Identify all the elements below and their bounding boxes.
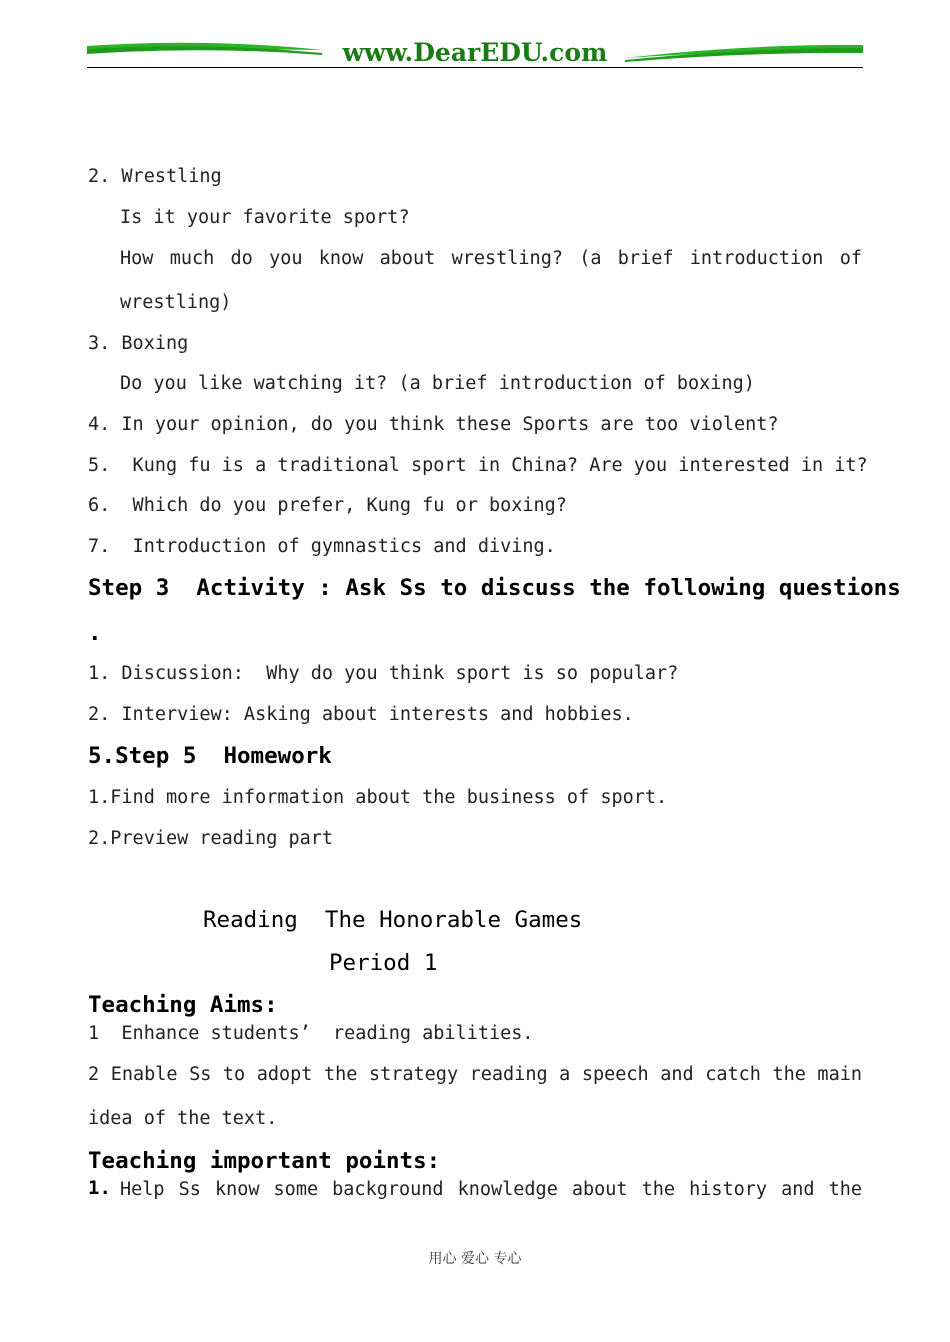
list-item: 2.Preview reading part (88, 828, 334, 849)
list-item: 2. Interview: Asking about interests and hobbies. (88, 704, 634, 725)
list-item: 4. In your opinion, do you think these Sports are too violent? (88, 414, 779, 435)
list-item: 3. Boxing (88, 333, 189, 354)
section-heading: 5.Step 5 Homework (88, 743, 332, 769)
list-item: 5. Kung fu is a traditional sport in China? Are you interested in it? (88, 455, 868, 476)
header-divider (87, 67, 863, 68)
list-item: 2. Wrestling (88, 166, 222, 187)
list-item: 1.Find more information about the business of sport. (88, 787, 668, 808)
section-heading: Step 3 Activity : Ask Ss to discuss the following questions (88, 575, 901, 601)
list-item: wrestling) (120, 292, 232, 313)
site-brand-text: www.DearEDU.com (342, 38, 608, 67)
list-item: How much do you know about wrestling? (a brief introduction of (120, 248, 862, 269)
site-header-banner (87, 36, 863, 70)
list-item: 1 Enhance students’ reading abilities. (88, 1023, 534, 1044)
lesson-title: Reading The Honorable Games (203, 907, 583, 933)
list-item: Help Ss know some background knowledge about the history and the (120, 1179, 862, 1200)
section-heading: Teaching Aims: (88, 992, 278, 1018)
section-heading: Teaching important points: (88, 1148, 441, 1174)
list-item: 2 Enable Ss to adopt the strategy reading a speech and catch the main (88, 1064, 862, 1085)
list-item: 6. Which do you prefer, Kung fu or boxing? (88, 495, 567, 516)
list-item: 7. Introduction of gymnastics and diving. (88, 536, 556, 557)
list-item: idea of the text. (88, 1108, 278, 1129)
lesson-period: Period 1 (329, 950, 438, 976)
list-item: Is it your favorite sport? (120, 207, 410, 228)
list-number: 1. (88, 1177, 111, 1199)
list-item: 1. Discussion: Why do you think sport is so popular? (88, 663, 679, 684)
page-footer: 用心 爱心 专心 (428, 1251, 522, 1267)
list-item: Do you like watching it? (a brief introduction of boxing) (120, 373, 755, 394)
section-heading-continuation: . (88, 620, 102, 646)
